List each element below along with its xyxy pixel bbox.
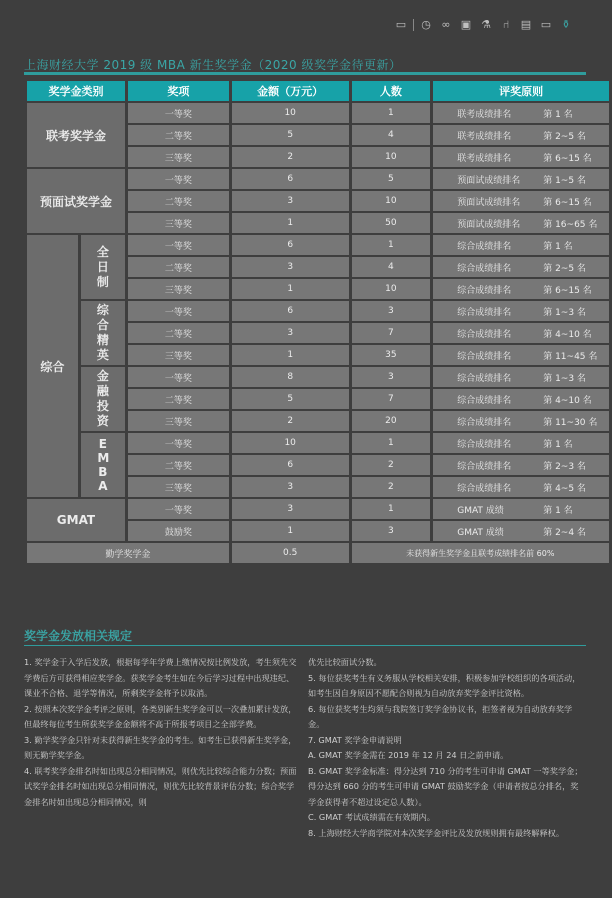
count-cell: 1	[352, 433, 431, 453]
award-cell: 一等奖	[128, 169, 229, 189]
count-cell: 50	[352, 213, 431, 233]
amount-cell: 5	[232, 389, 349, 409]
top-icon-bar	[393, 18, 574, 31]
rule-paragraph: B. GMAT 奖学金标准：得分达到 710 分的考生可申请 GMAT 一等奖学金；得分达到 660 分的考生可申请 GMAT 鼓励奖学金（申请者按总分排名，奖学金获得者不超过设定总人数）。	[308, 765, 583, 807]
amount-cell: 6	[232, 169, 349, 189]
count-cell: 7	[352, 323, 431, 343]
book-icon: ▭	[395, 18, 407, 31]
rule-paragraph: 7. GMAT 奖学金申请说明	[308, 734, 402, 745]
document-icon: ▤	[520, 18, 532, 31]
footer-note: 未获得新生奖学金且联考成绩排名前 60%	[352, 543, 609, 563]
count-cell: 4	[352, 125, 431, 145]
basis-cell: 预面试成绩排名 第 16~65 名	[433, 213, 609, 233]
award-cell: 二等奖	[128, 125, 229, 145]
scholarship-table	[24, 79, 612, 565]
basis-cell: 综合成绩排名 第 1 名	[433, 235, 609, 255]
count-cell: 2	[352, 477, 431, 497]
amount-cell: 2	[232, 411, 349, 431]
rule-paragraph: 3. 勤学奖学金只针对未获得新生奖学金的考生。如考生已获得新生奖学金，则无勤学奖学金。	[24, 734, 297, 760]
subcategory-label: 综合精英	[96, 303, 109, 362]
subcategory-qrz	[81, 235, 125, 299]
basis-cell: GMAT 成绩 第 1 名	[433, 499, 609, 519]
amount-cell: 3	[232, 191, 349, 211]
subcategory-label: EMBA	[97, 436, 110, 493]
chair-icon: ⑁	[502, 18, 510, 31]
basis-cell: 联考成绩排名 第 1 名	[433, 103, 609, 123]
header-count: 人数	[352, 81, 431, 101]
header-category: 奖学金类别	[27, 81, 125, 101]
rule-paragraph: 4. 联考奖学金排名时如出现总分相同情况，则优先比较综合能力分数；预面试奖学金排名时如出现总分相同情况，则优先比较背景评估分数；综合奖学金排名时如出现总分相同情况，则	[24, 765, 297, 807]
award-cell: 三等奖	[128, 213, 229, 233]
count-cell: 3	[352, 521, 431, 541]
rule-paragraph: A. GMAT 奖学金需在 2019 年 12 月 24 日之前申请。	[308, 750, 509, 760]
amount-cell: 10	[232, 103, 349, 123]
count-cell: 4	[352, 257, 431, 277]
title-divider	[24, 72, 586, 75]
award-cell: 二等奖	[128, 257, 229, 277]
basis-cell: 联考成绩排名 第 2~5 名	[433, 125, 609, 145]
microscope-icon: ⚗	[481, 18, 491, 31]
basis-cell: 综合成绩排名 第 1~3 名	[433, 367, 609, 387]
amount-cell: 0.5	[232, 543, 349, 563]
amount-cell: 1	[232, 345, 349, 365]
count-cell: 2	[352, 455, 431, 475]
count-cell: 5	[352, 169, 431, 189]
count-cell: 35	[352, 345, 431, 365]
category-gmat: GMAT	[27, 499, 125, 541]
count-cell: 3	[352, 301, 431, 321]
award-cell: 一等奖	[128, 367, 229, 387]
count-cell: 1	[352, 235, 431, 255]
basis-cell: 综合成绩排名 第 4~5 名	[433, 477, 609, 497]
clock-icon: ◷	[421, 18, 431, 31]
award-cell: 三等奖	[128, 147, 229, 167]
award-cell: 一等奖	[128, 235, 229, 255]
rule-paragraph: 6. 每位获奖考生均须与我院签订奖学金协议书，拒签者视为自动放弃奖学金。	[308, 703, 573, 729]
rule-paragraph: 8. 上海财经大学商学院对本次奖学金评比及发放规则拥有最终解释权。	[308, 827, 565, 838]
subcategory-label: 全日制	[96, 244, 109, 289]
award-cell: 三等奖	[128, 411, 229, 431]
award-cell: 三等奖	[128, 279, 229, 299]
subcategory-emba	[81, 433, 125, 497]
award-cell: 三等奖	[128, 477, 229, 497]
rule-paragraph: 5. 每位获奖考生有义务服从学校相关安排，积极参加学校组织的各项活动，如考生因自身原因不愿配合则视为自动放弃奖学金评比资格。	[308, 672, 581, 698]
rules-left-column	[24, 655, 302, 810]
rule-paragraph: C. GMAT 考试成绩需在有效期内。	[308, 812, 435, 822]
award-cell: 二等奖	[128, 389, 229, 409]
rules-right-column	[308, 655, 586, 841]
table-row	[27, 433, 609, 453]
rule-paragraph: 2. 按照本次奖学金考评之原则，各类别新生奖学金可以一次叠加累计发放，但最终每位考生所获奖学金金额将不高于所报考项目之全部学费。	[24, 703, 297, 729]
award-cell: 二等奖	[128, 191, 229, 211]
basis-cell: 综合成绩排名 第 4~10 名	[433, 323, 609, 343]
count-cell: 10	[352, 147, 431, 167]
category-lk: 联考奖学金	[27, 103, 125, 167]
count-cell: 10	[352, 191, 431, 211]
subcategory-label: 金融投资	[96, 369, 109, 428]
amount-cell: 6	[232, 235, 349, 255]
basis-cell: 综合成绩排名 第 2~5 名	[433, 257, 609, 277]
basis-cell: 综合成绩排名 第 11~30 名	[433, 411, 609, 431]
count-cell: 3	[352, 367, 431, 387]
basis-cell: 综合成绩排名 第 1~3 名	[433, 301, 609, 321]
amount-cell: 1	[232, 521, 349, 541]
amount-cell: 3	[232, 477, 349, 497]
basis-cell: 综合成绩排名 第 1 名	[433, 433, 609, 453]
amount-cell: 1	[232, 213, 349, 233]
count-cell: 1	[352, 499, 431, 519]
award-cell: 一等奖	[128, 301, 229, 321]
page-title: 上海财经大学 2019 级 MBA 新生奖学金（2020 级奖学金待更新）	[24, 58, 402, 72]
amount-cell: 3	[232, 499, 349, 519]
rule-paragraph: 1. 奖学金于入学后发放，根据每学年学费上缴情况按比例发放，考生须先交学费后方可获得相应奖学金。获奖学金考生如在今后学习过程中出现违纪、课业不合格、退学等情况，所剩奖学金将予以取消。	[24, 657, 297, 698]
amount-cell: 3	[232, 257, 349, 277]
award-cell: 鼓励奖	[128, 521, 229, 541]
count-cell: 7	[352, 389, 431, 409]
basis-cell: GMAT 成绩 第 2~4 名	[433, 521, 609, 541]
award-cell: 一等奖	[128, 433, 229, 453]
table-row	[27, 103, 609, 123]
count-cell: 20	[352, 411, 431, 431]
table-row-footer	[27, 543, 609, 563]
basis-cell: 综合成绩排名 第 4~10 名	[433, 389, 609, 409]
award-cell: 一等奖	[128, 499, 229, 519]
basis-cell: 综合成绩排名 第 11~45 名	[433, 345, 609, 365]
table-row	[27, 499, 609, 519]
amount-cell: 3	[232, 323, 349, 343]
table-row	[27, 235, 609, 255]
basis-cell: 综合成绩排名 第 6~15 名	[433, 279, 609, 299]
amount-cell: 8	[232, 367, 349, 387]
award-cell: 一等奖	[128, 103, 229, 123]
subcategory-jrtz	[81, 367, 125, 431]
count-cell: 1	[352, 103, 431, 123]
table-row	[27, 301, 609, 321]
header-award: 奖项	[128, 81, 229, 101]
amount-cell: 10	[232, 433, 349, 453]
flask-icon: ⚱	[561, 18, 571, 31]
subcategory-zhjy	[81, 301, 125, 365]
camera-icon: ▣	[460, 18, 472, 31]
count-cell: 10	[352, 279, 431, 299]
amount-cell: 1	[232, 279, 349, 299]
amount-cell: 6	[232, 455, 349, 475]
basis-cell: 预面试成绩排名 第 1~5 名	[433, 169, 609, 189]
basis-cell: 综合成绩排名 第 2~3 名	[433, 455, 609, 475]
table-row	[27, 367, 609, 387]
category-ym: 预面试奖学金	[27, 169, 125, 233]
header-amount: 金额（万元）	[232, 81, 349, 101]
amount-cell: 2	[232, 147, 349, 167]
award-cell: 二等奖	[128, 323, 229, 343]
screen-icon: ▭	[540, 18, 552, 31]
rules-title: 奖学金发放相关规定	[24, 629, 133, 643]
header-basis: 评奖原则	[433, 81, 609, 101]
glasses-icon: ∞	[441, 18, 451, 31]
category-qx: 勤学奖学金	[27, 543, 229, 563]
award-cell: 二等奖	[128, 455, 229, 475]
award-cell: 三等奖	[128, 345, 229, 365]
rule-paragraph: 优先比较面试分数。	[308, 657, 382, 667]
basis-cell: 联考成绩排名 第 6~15 名	[433, 147, 609, 167]
divider	[413, 19, 414, 31]
amount-cell: 6	[232, 301, 349, 321]
amount-cell: 5	[232, 125, 349, 145]
table-header-row	[27, 81, 609, 101]
category-zh: 综合	[27, 235, 78, 497]
rules-divider	[24, 645, 586, 646]
table-row	[27, 169, 609, 189]
basis-cell: 预面试成绩排名 第 6~15 名	[433, 191, 609, 211]
